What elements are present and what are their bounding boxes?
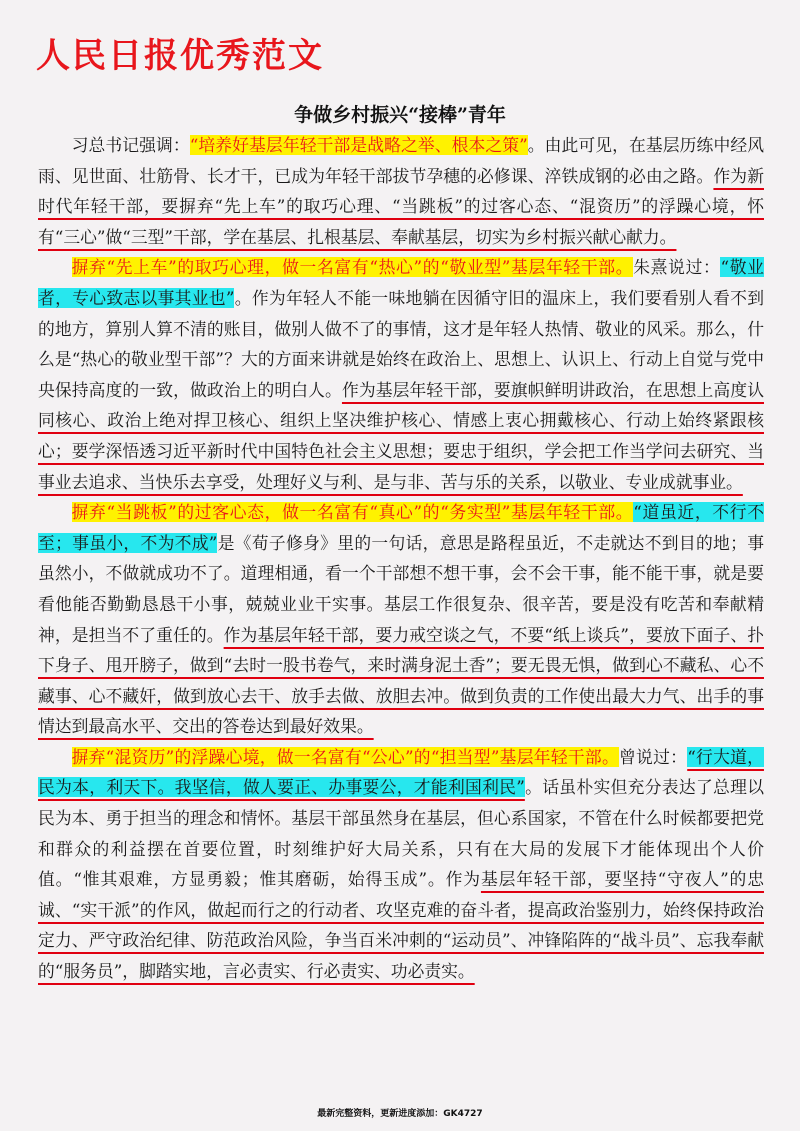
paragraph-1 (38, 130, 764, 252)
p2-heading-highlight: 摒弃“先上车”的取巧心理，做一名富有“热心”的“敬业型”基层年轻干部。 (71, 257, 634, 278)
p4-heading-highlight: 摒弃“混资历”的浮躁心境，做一名富有“公心”的“担当型”基层年轻干部。 (71, 746, 620, 767)
p2-text-b: 朱熹说过： (633, 257, 721, 278)
paragraph-4 (38, 742, 764, 987)
article-body (38, 130, 764, 987)
p1-quote-highlight: “培养好基层年轻干部是战略之举、根本之策” (189, 135, 528, 155)
p2-text-d: 。作为年轻人不能一味地躺在因循守旧的温床上，我们要看别人看不到的地方，算别人算不清的账目，做别人做不了的事情，这才是年轻人热情、敬业的风采。那么，什么是“热心的敬业型干部”？大的方面来讲就是始终在政治上、思想上、认识上、行动上自觉与党中央保持高度的一致，做政治上的明白人。 (38, 287, 764, 400)
p1-text-c: 。由此可见，在基层历练中经风雨、见世面、壮筋骨、长才干，已成为年轻干部拔节孕穗的必修课、淬铁成钢的必由之路。 (38, 135, 764, 186)
paragraph-2 (38, 252, 764, 497)
article-title: 争做乡村振兴“接棒”青年 (294, 104, 506, 126)
footer-note: 最新完整资料，更新进度添加：GK4727 (317, 1109, 483, 1119)
p1-text-a: 习总书记强调： (71, 135, 190, 155)
p4-text-d: 。话虽朴实但充分表达了总理以民为本、勇于担当的理念和情怀。基层干部虽然身在基层，但心系国家，不管在什么时候都要把党和群众的利益摆在首要位置，时刻维护好大局关系，只有在大局的发展下才能体现出个人价值。“惟其艰难，方显勇毅；惟其磨砺，始得玉成”。作为 (38, 777, 764, 890)
p1-underlined-text: 作为新时代年轻干部，要摒弃“先上车”的取巧心理、“当跳板”的过客心态、“混资历”的浮躁心境，怀有“三心”做“三型”干部，学在基层、扎根基层、奉献基层，切实为乡村振兴献心献力。 (38, 165, 764, 247)
p3-underlined-text: 作为基层年轻干部，要力戒空谈之气，不要“纸上谈兵”，要放下面子、扑下身子、甩开膀子，做到“去时一股书卷气，来时满身泥土香”；要无畏无惧，做到心不藏私、心不藏事、心不藏奸，做到放心去干、放手去做、放胆去冲。做到负责的工作使出最大力气、出手的事情达到最高水平、交出的答卷达到最好效果。 (38, 624, 764, 737)
p4-quote-highlight: “行大道，民为本，利天下。我坚信，做人要正、办事要公，才能利国利民” (38, 746, 764, 798)
p4-underlined-text: 基层年轻干部，要坚持“守夜人”的忠诚、“实干派”的作风，做起而行之的行动者、攻坚克难的奋斗者，提高政治鉴别力，始终保持政治定力、严守政治纪律、防范政治风险，争当百米冲刺的“运动员”、冲锋陷阵的“战斗员”、忘我奉献的“服务员”，脚踏实地，言必责实、行必责实、功必责实。 (38, 869, 764, 982)
paragraph-3 (38, 497, 764, 742)
p4-text-b: 曾说过： (619, 746, 688, 767)
p3-quote-highlight: “道虽近，不行不至；事虽小，不为不成” (38, 502, 764, 553)
p2-quote-highlight: “敬业者，专心致志以事其业也” (38, 257, 764, 308)
p3-text-c: 是《荀子修身》里的一句话，意思是路程虽近，不走就达不到目的地；事虽然小，不做就成功不了。道理相通，看一个干部想不想干事，会不会干事，能不能干事，就是要看他能否勤勤恳恳干小事，兢兢业业干实事。基层工作很复杂、很辛苦，要是没有吃苦和奉献精神，是担当不了重任的。 (38, 532, 764, 645)
header-title: 人民日报优秀范文 (36, 36, 324, 76)
p2-underlined-text: 作为基层年轻干部，要旗帜鲜明讲政治，在思想上高度认同核心、政治上绝对捍卫核心、组织上坚决维护核心、情感上衷心拥戴核心、行动上始终紧跟核心；要学深悟透习近平新时代中国特色社会主义思想；要忠于组织，学会把工作当学问去研究、当事业去追求、当快乐去享受，处理好义与利、是与非、苦与乐的关系，以敬业、专业成就事业。 (38, 379, 764, 492)
p3-heading-highlight: 摒弃“当跳板”的过客心态，做一名富有“真心”的“务实型”基层年轻干部。 (71, 502, 634, 523)
